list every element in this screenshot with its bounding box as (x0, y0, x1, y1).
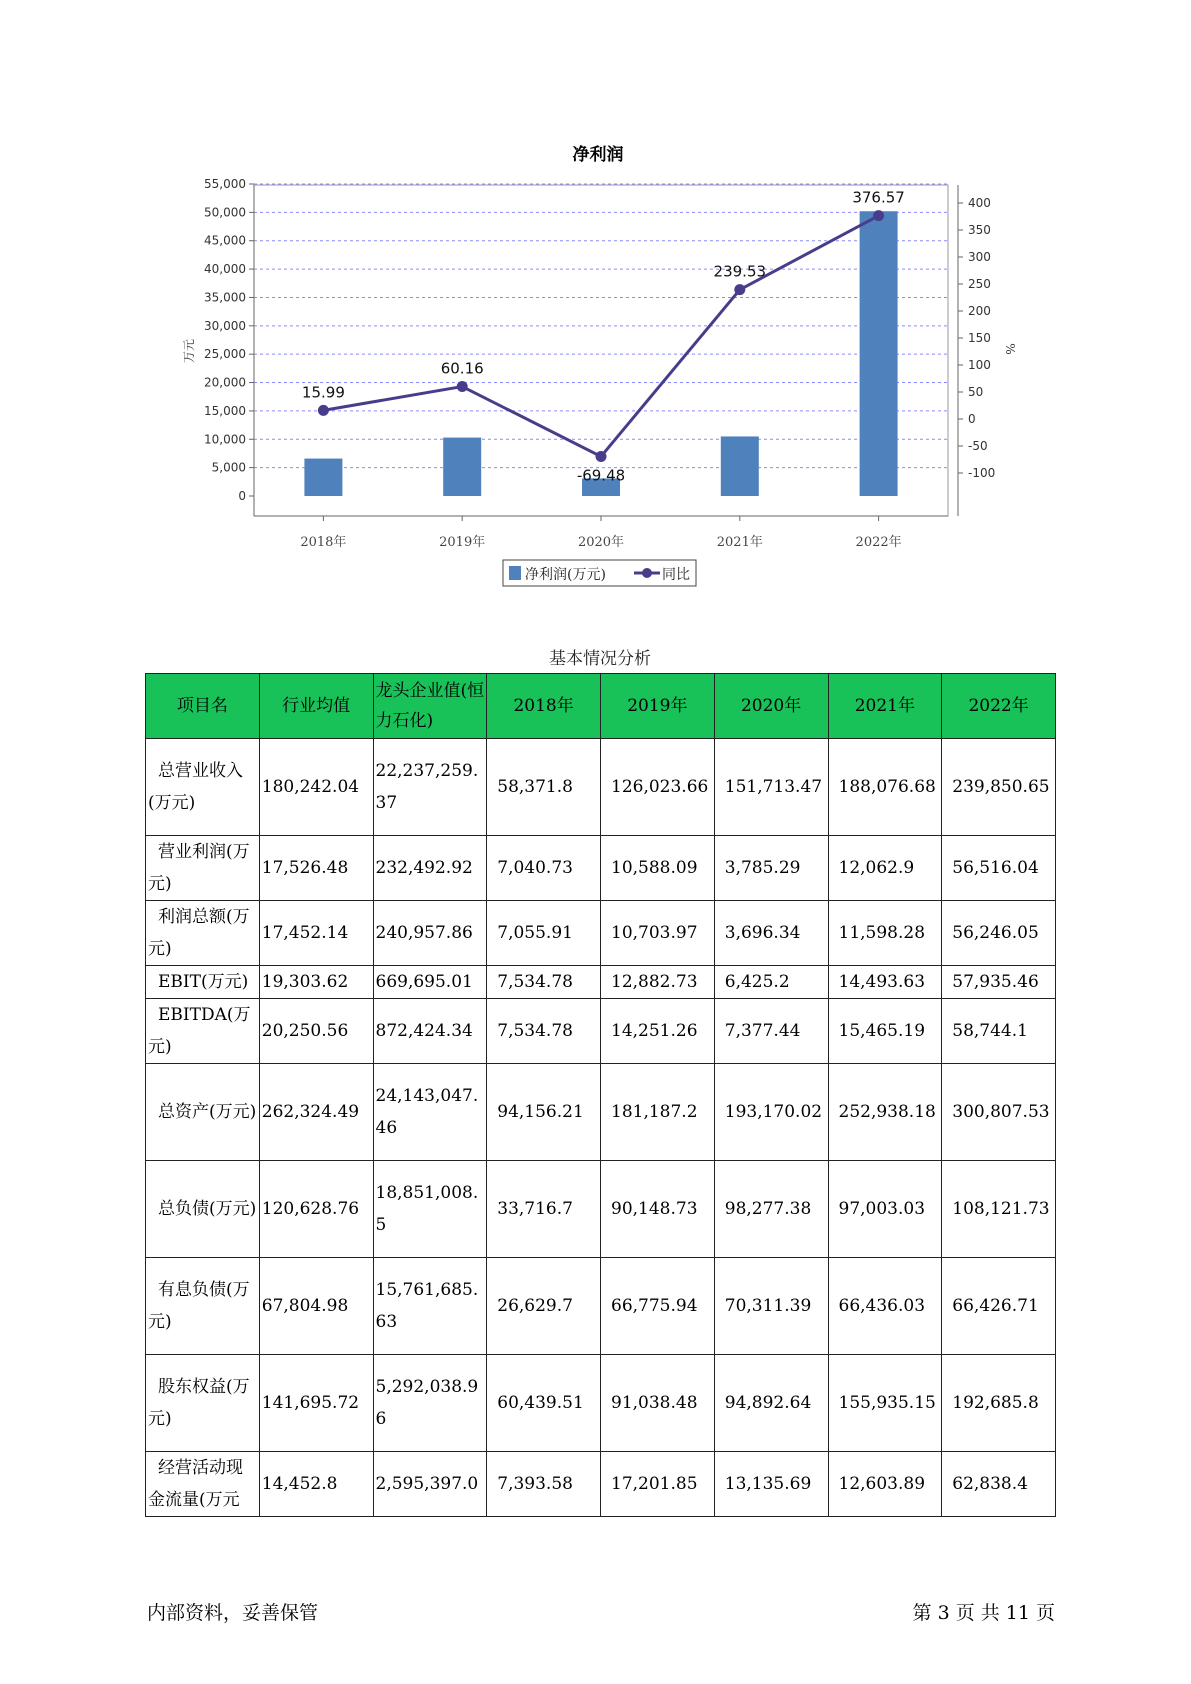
left-tick-label: 20,000 (204, 375, 246, 390)
value-cell: 126,023.66 (601, 739, 715, 836)
right-axis-ticks (958, 185, 995, 516)
value-cell: 120,628.76 (259, 1161, 373, 1258)
row-label-cell: EBIT(万元) (146, 966, 260, 999)
yoy-point (457, 381, 468, 392)
value-cell: 193,170.02 (714, 1064, 828, 1161)
value-cell: 94,892.64 (714, 1355, 828, 1452)
row-label-cell: 总负债(万元) (146, 1161, 260, 1258)
value-cell: 7,534.78 (487, 999, 601, 1064)
value-cell: 11,598.28 (828, 901, 942, 966)
table-row (146, 1258, 1056, 1355)
footer-note: 内部资料，妥善保管 (147, 1602, 319, 1624)
yoy-point (318, 405, 329, 416)
value-cell: 262,324.49 (259, 1064, 373, 1161)
value-cell: 58,371.8 (487, 739, 601, 836)
value-cell: 192,685.8 (942, 1355, 1056, 1452)
x-tick-label: 2022年 (855, 535, 902, 550)
x-tick-label: 2020年 (577, 535, 625, 550)
value-cell: 7,377.44 (714, 999, 828, 1064)
x-axis-ticks (254, 516, 948, 550)
right-tick-label: 350 (968, 223, 991, 237)
x-tick-label: 2019年 (439, 535, 486, 550)
yoy-line (302, 189, 905, 485)
value-cell: 66,775.94 (601, 1258, 715, 1355)
row-label-cell: 利润总额(万元) (146, 901, 260, 966)
left-tick-label: 45,000 (204, 233, 246, 248)
value-cell: 17,526.48 (259, 836, 373, 901)
value-cell: 12,882.73 (601, 966, 715, 999)
chart-title: 净利润 (572, 145, 624, 165)
bar-2019年 (443, 438, 481, 496)
value-cell: 12,062.9 (828, 836, 942, 901)
left-tick-label: 35,000 (204, 290, 246, 305)
value-cell: 141,695.72 (259, 1355, 373, 1452)
yoy-point (734, 284, 745, 295)
value-cell: 188,076.68 (828, 739, 942, 836)
left-tick-label: 55,000 (204, 177, 246, 191)
value-cell: 3,696.34 (714, 901, 828, 966)
value-cell: 91,038.48 (601, 1355, 715, 1452)
row-label-cell: 总资产(万元) (146, 1064, 260, 1161)
value-cell: 14,493.63 (828, 966, 942, 999)
y-axis-label: 万元 (182, 338, 196, 364)
row-label-cell: EBITDA(万元) (146, 999, 260, 1064)
table-row (146, 966, 1056, 999)
value-cell: 14,251.26 (601, 999, 715, 1064)
leader-value-cell: 22,237,259.37 (373, 739, 487, 836)
value-cell: 108,121.73 (942, 1161, 1056, 1258)
right-tick-label: 200 (968, 304, 991, 318)
row-label-cell: 股东权益(万元) (146, 1355, 260, 1452)
header-cell: 项目名 (146, 674, 260, 739)
value-cell: 90,148.73 (601, 1161, 715, 1258)
yoy-polyline (323, 216, 878, 457)
value-cell: 66,426.71 (942, 1258, 1056, 1355)
left-tick-label: 5,000 (211, 460, 246, 475)
leader-value-cell: 232,492.92 (373, 836, 487, 901)
value-cell: 20,250.56 (259, 999, 373, 1064)
value-cell: 26,629.7 (487, 1258, 601, 1355)
row-label-cell: 总营业收入(万元) (146, 739, 260, 836)
value-cell: 94,156.21 (487, 1064, 601, 1161)
y2-axis-label: % (1003, 343, 1017, 355)
value-cell: 7,393.58 (487, 1452, 601, 1517)
x-tick-label: 2021年 (716, 535, 763, 550)
value-cell: 98,277.38 (714, 1161, 828, 1258)
bar-2018年 (304, 459, 342, 496)
right-tick-label: 400 (968, 196, 991, 210)
basic-analysis-table (145, 673, 1056, 1517)
value-cell: 58,744.1 (942, 999, 1056, 1064)
value-cell: 252,938.18 (828, 1064, 942, 1161)
value-cell: 17,452.14 (259, 901, 373, 966)
right-tick-label: -100 (968, 466, 996, 480)
value-cell: 12,603.89 (828, 1452, 942, 1517)
header-cell: 2019年 (601, 674, 715, 739)
legend-bar-label: 净利润(万元) (525, 567, 606, 583)
header-cell: 2021年 (828, 674, 942, 739)
yoy-point (596, 451, 607, 462)
value-cell: 56,246.05 (942, 901, 1056, 966)
x-tick-label: 2018年 (300, 535, 347, 550)
table-row (146, 739, 1056, 836)
value-cell: 19,303.62 (259, 966, 373, 999)
table-row (146, 1161, 1056, 1258)
leader-value-cell: 2,595,397.0 (373, 1452, 487, 1517)
leader-value-cell: 15,761,685.63 (373, 1258, 487, 1355)
value-cell: 239,850.65 (942, 739, 1056, 836)
value-cell: 66,436.03 (828, 1258, 942, 1355)
value-cell: 181,187.2 (601, 1064, 715, 1161)
legend-line-label: 同比 (662, 567, 690, 583)
left-tick-label: 25,000 (204, 347, 246, 362)
left-tick-label: 15,000 (204, 403, 246, 418)
value-cell: 33,716.7 (487, 1161, 601, 1258)
value-cell: 13,135.69 (714, 1452, 828, 1517)
bar-2022年 (860, 211, 898, 496)
header-cell: 行业均值 (259, 674, 373, 739)
value-cell: 62,838.4 (942, 1452, 1056, 1517)
bar-2021年 (721, 436, 759, 496)
header-cell: 2022年 (942, 674, 1056, 739)
table-header-row (146, 674, 1056, 739)
right-tick-label: 250 (968, 277, 991, 291)
value-cell: 14,452.8 (259, 1452, 373, 1517)
value-cell: 10,703.97 (601, 901, 715, 966)
leader-value-cell: 872,424.34 (373, 999, 487, 1064)
left-tick-label: 50,000 (204, 205, 246, 220)
grid-lines (254, 184, 948, 468)
legend (503, 560, 696, 586)
table-row (146, 1064, 1056, 1161)
header-cell: 龙头企业值(恒力石化) (373, 674, 487, 739)
table-row (146, 999, 1056, 1064)
value-cell: 151,713.47 (714, 739, 828, 836)
right-tick-label: 0 (968, 412, 976, 426)
value-cell: 56,516.04 (942, 836, 1056, 901)
right-tick-label: 100 (968, 358, 991, 372)
yoy-data-label: 376.57 (852, 188, 905, 207)
table-row (146, 901, 1056, 966)
value-cell: 300,807.53 (942, 1064, 1056, 1161)
value-cell: 97,003.03 (828, 1161, 942, 1258)
header-cell: 2018年 (487, 674, 601, 739)
leader-value-cell: 18,851,008.5 (373, 1161, 487, 1258)
value-cell: 60,439.51 (487, 1355, 601, 1452)
leader-value-cell: 24,143,047.46 (373, 1064, 487, 1161)
yoy-data-label: 239.53 (713, 262, 767, 281)
value-cell: 70,311.39 (714, 1258, 828, 1355)
right-tick-label: -50 (968, 439, 988, 453)
yoy-point (873, 210, 884, 221)
right-tick-label: 50 (968, 385, 984, 399)
value-cell: 155,935.15 (828, 1355, 942, 1452)
value-cell: 7,055.91 (487, 901, 601, 966)
table-row (146, 1355, 1056, 1452)
table-caption: 基本情况分析 (549, 649, 651, 669)
row-label-cell: 营业利润(万元) (146, 836, 260, 901)
leader-value-cell: 5,292,038.96 (373, 1355, 487, 1452)
table-row (146, 1452, 1056, 1517)
row-label-cell: 经营活动现金流量(万元 (146, 1452, 260, 1517)
value-cell: 180,242.04 (259, 739, 373, 836)
right-tick-label: 300 (968, 250, 991, 264)
yoy-data-label: -69.48 (576, 466, 626, 485)
net-profit-chart (0, 0, 1191, 600)
leader-value-cell: 669,695.01 (373, 966, 487, 999)
header-cell: 2020年 (714, 674, 828, 739)
right-tick-label: 150 (968, 331, 991, 345)
legend-line-marker (642, 568, 652, 578)
value-cell: 3,785.29 (714, 836, 828, 901)
value-cell: 57,935.46 (942, 966, 1056, 999)
row-label-cell: 有息负债(万元) (146, 1258, 260, 1355)
value-cell: 6,425.2 (714, 966, 828, 999)
page-number: 第 3 页 共 11 页 (912, 1602, 1055, 1624)
left-tick-label: 40,000 (204, 262, 246, 277)
yoy-data-label: 60.16 (440, 359, 484, 378)
left-tick-label: 30,000 (204, 318, 246, 333)
value-cell: 7,040.73 (487, 836, 601, 901)
legend-bar-swatch (509, 566, 521, 580)
table-row (146, 836, 1056, 901)
value-cell: 17,201.85 (601, 1452, 715, 1517)
left-axis-ticks (204, 177, 254, 516)
leader-value-cell: 240,957.86 (373, 901, 487, 966)
value-cell: 15,465.19 (828, 999, 942, 1064)
left-tick-label: 0 (238, 489, 246, 503)
yoy-data-label: 15.99 (301, 383, 345, 402)
value-cell: 67,804.98 (259, 1258, 373, 1355)
value-cell: 7,534.78 (487, 966, 601, 999)
left-tick-label: 10,000 (204, 432, 246, 447)
value-cell: 10,588.09 (601, 836, 715, 901)
